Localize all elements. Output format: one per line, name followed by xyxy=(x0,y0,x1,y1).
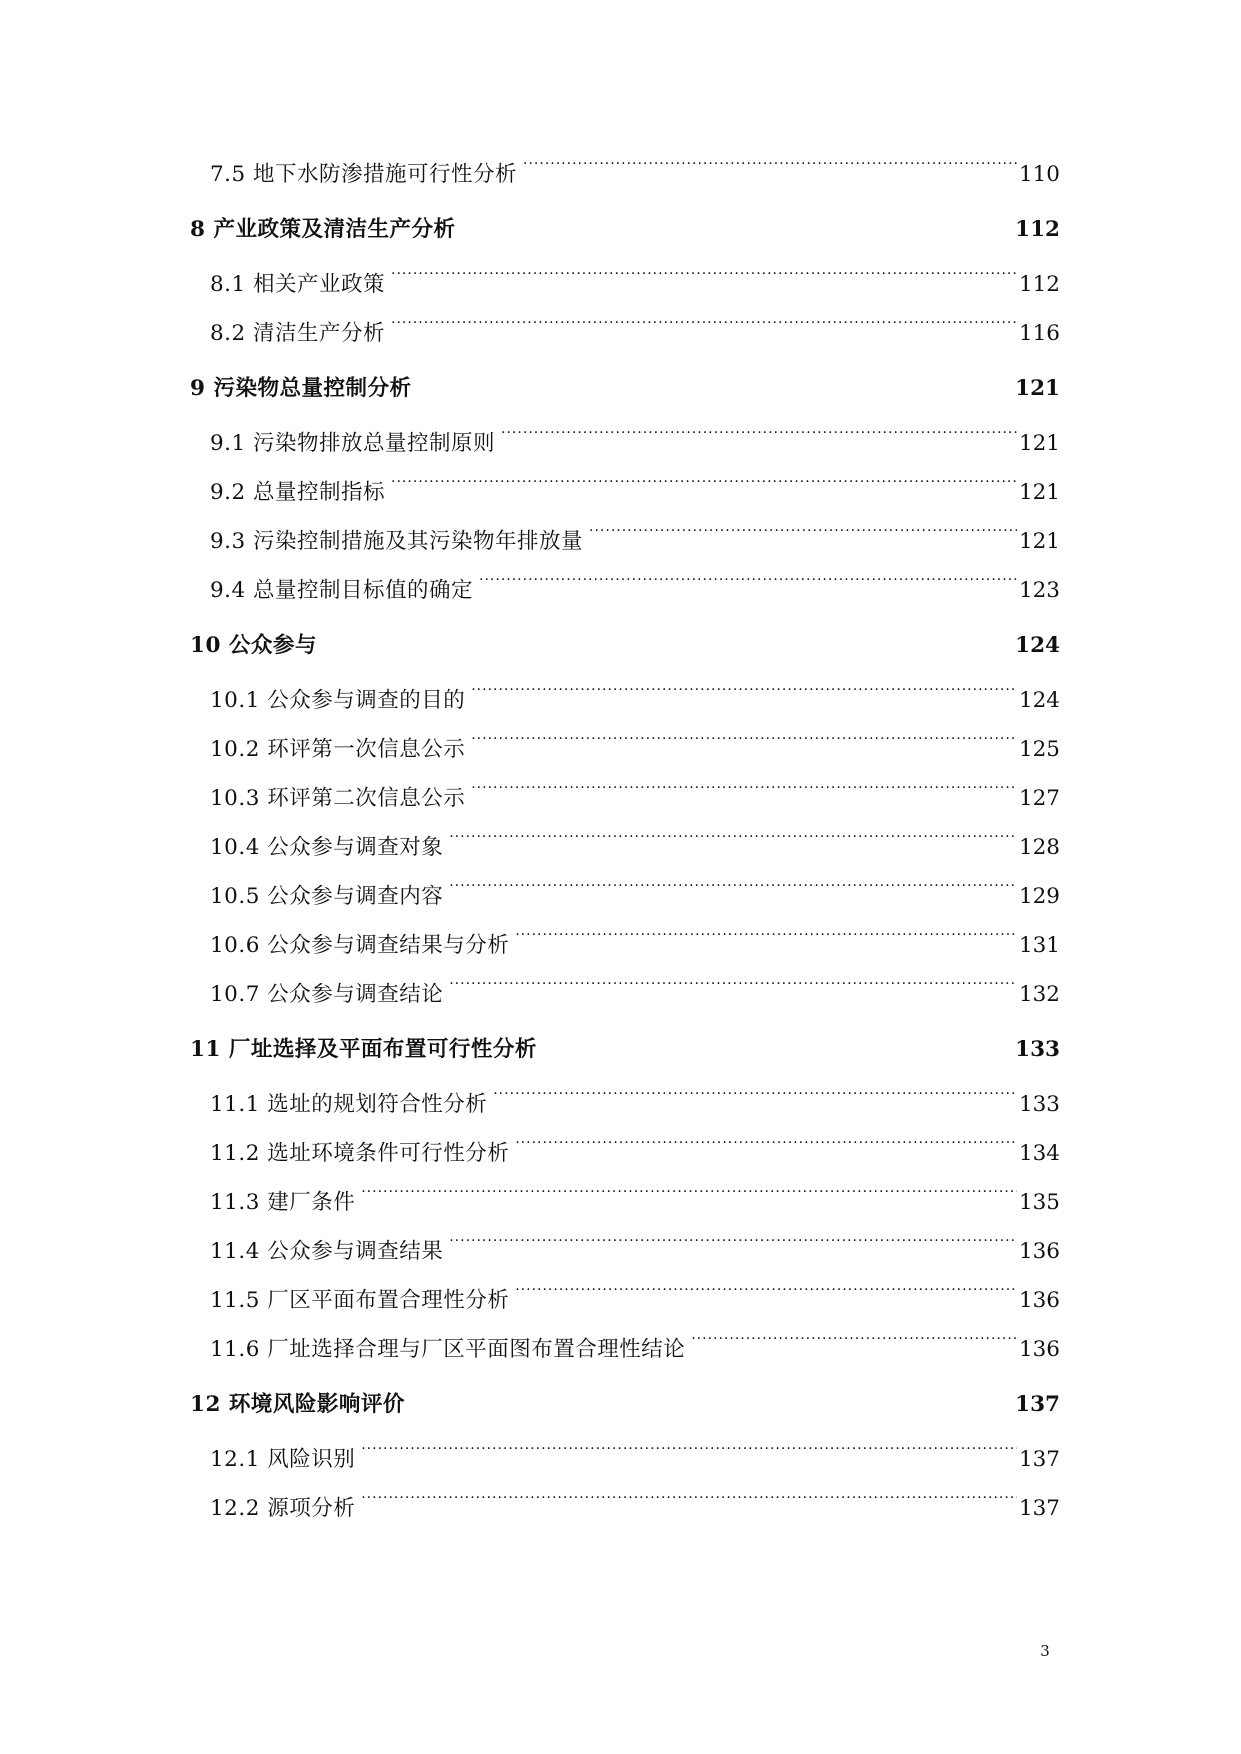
toc-section-entry[interactable] xyxy=(190,260,1060,309)
toc-entry-title: 10.4 公众参与调查对象 xyxy=(210,835,444,860)
toc-section-entry[interactable] xyxy=(190,1129,1060,1178)
toc-entry-title: 11.6 厂址选择合理与厂区平面图布置合理性结论 xyxy=(210,1337,686,1362)
toc-dot-leader xyxy=(515,1286,1017,1308)
toc-entry-page: 137 xyxy=(1018,1447,1060,1472)
toc-section-entry[interactable] xyxy=(190,566,1060,615)
toc-dot-leader xyxy=(543,1035,1013,1057)
toc-chapter-entry[interactable] xyxy=(190,1019,1060,1080)
toc-entry-page: 112 xyxy=(1018,272,1060,297)
toc-entry-title: 10 公众参与 xyxy=(190,633,317,658)
toc-chapter-entry[interactable] xyxy=(190,1374,1060,1435)
toc-entry-title: 11 厂址选择及平面布置可行性分析 xyxy=(190,1037,537,1062)
toc-entry-title: 11.1 选址的规划符合性分析 xyxy=(210,1092,488,1117)
toc-dot-leader xyxy=(515,931,1017,953)
toc-dot-leader xyxy=(449,882,1017,904)
toc-chapter-entry[interactable] xyxy=(190,358,1060,419)
toc-section-entry[interactable] xyxy=(190,970,1060,1019)
toc-entry-title: 9 污染物总量控制分析 xyxy=(190,376,412,401)
toc-dot-leader xyxy=(361,1188,1017,1210)
toc-dot-leader xyxy=(471,784,1017,806)
toc-section-entry[interactable] xyxy=(190,517,1060,566)
toc-section-entry[interactable] xyxy=(190,823,1060,872)
toc-dot-leader xyxy=(523,160,1017,182)
toc-entry-title: 10.6 公众参与调查结果与分析 xyxy=(210,933,510,958)
toc-dot-leader xyxy=(411,1390,1013,1412)
toc-entry-page: 131 xyxy=(1018,933,1060,958)
toc-section-entry[interactable] xyxy=(190,468,1060,517)
toc-entry-page: 125 xyxy=(1018,737,1060,762)
toc-dot-leader xyxy=(361,1445,1017,1467)
toc-dot-leader xyxy=(449,980,1017,1002)
toc-entry-title: 11.2 选址环境条件可行性分析 xyxy=(210,1141,510,1166)
toc-entry-title: 10.3 环评第二次信息公示 xyxy=(210,786,466,811)
toc-section-entry[interactable] xyxy=(190,1276,1060,1325)
toc-dot-leader xyxy=(323,631,1013,653)
toc-entry-page: 134 xyxy=(1018,1141,1060,1166)
toc-entry-page: 121 xyxy=(1018,529,1060,554)
toc-entry-page: 121 xyxy=(1018,431,1060,456)
toc-section-entry[interactable] xyxy=(190,774,1060,823)
toc-section-entry[interactable] xyxy=(190,1325,1060,1374)
toc-entry-title: 9.2 总量控制指标 xyxy=(210,480,386,505)
toc-dot-leader xyxy=(589,527,1017,549)
toc-dot-leader xyxy=(501,429,1017,451)
toc-chapter-entry[interactable] xyxy=(190,199,1060,260)
toc-entry-title: 9.3 污染控制措施及其污染物年排放量 xyxy=(210,529,584,554)
toc-section-entry[interactable] xyxy=(190,1178,1060,1227)
toc-section-entry[interactable] xyxy=(190,1484,1060,1533)
toc-entry-page: 137 xyxy=(1015,1392,1060,1417)
toc-entry-page: 116 xyxy=(1018,321,1060,346)
toc-dot-leader xyxy=(417,374,1013,396)
toc-entry-page: 127 xyxy=(1018,786,1060,811)
toc-entry-title: 9.4 总量控制目标值的确定 xyxy=(210,578,474,603)
toc-dot-leader xyxy=(493,1090,1017,1112)
toc-entry-page: 133 xyxy=(1015,1037,1060,1062)
toc-entry-page: 112 xyxy=(1015,217,1060,242)
toc-entry-title: 9.1 污染物排放总量控制原则 xyxy=(210,431,496,456)
toc-dot-leader xyxy=(471,735,1017,757)
toc-section-entry[interactable] xyxy=(190,1435,1060,1484)
toc-section-entry[interactable] xyxy=(190,419,1060,468)
toc-dot-leader xyxy=(691,1335,1017,1357)
toc-section-entry[interactable] xyxy=(190,1080,1060,1129)
toc-entry-title: 8.2 清洁生产分析 xyxy=(210,321,386,346)
toc-entry-title: 12.2 源项分析 xyxy=(210,1496,356,1521)
toc-entry-page: 132 xyxy=(1018,982,1060,1007)
toc-section-entry[interactable] xyxy=(190,1227,1060,1276)
toc-entry-page: 124 xyxy=(1015,633,1060,658)
toc-dot-leader xyxy=(391,270,1017,292)
toc-entry-page: 133 xyxy=(1018,1092,1060,1117)
toc-section-entry[interactable] xyxy=(190,872,1060,921)
toc-section-entry[interactable] xyxy=(190,309,1060,358)
toc-dot-leader xyxy=(515,1139,1017,1161)
toc-entry-page: 128 xyxy=(1018,835,1060,860)
toc-chapter-entry[interactable] xyxy=(190,615,1060,676)
toc-section-entry[interactable] xyxy=(190,676,1060,725)
toc-entry-title: 12 环境风险影响评价 xyxy=(190,1392,405,1417)
toc-entry-title: 10.2 环评第一次信息公示 xyxy=(210,737,466,762)
toc-entry-page: 129 xyxy=(1018,884,1060,909)
toc-entry-title: 8.1 相关产业政策 xyxy=(210,272,386,297)
toc-entry-page: 136 xyxy=(1018,1288,1060,1313)
toc-entry-title: 8 产业政策及清洁生产分析 xyxy=(190,217,456,242)
toc-entry-page: 136 xyxy=(1018,1239,1060,1264)
toc-section-entry[interactable] xyxy=(190,150,1060,199)
toc-dot-leader xyxy=(449,1237,1017,1259)
toc-dot-leader xyxy=(361,1494,1017,1516)
toc-entry-page: 110 xyxy=(1018,162,1060,187)
toc-dot-leader xyxy=(461,215,1013,237)
toc-entry-title: 7.5 地下水防渗措施可行性分析 xyxy=(210,162,518,187)
page-number: 3 xyxy=(1040,1642,1050,1660)
table-of-contents xyxy=(190,150,1060,1533)
toc-entry-title: 12.1 风险识别 xyxy=(210,1447,356,1472)
toc-entry-page: 121 xyxy=(1015,376,1060,401)
toc-entry-page: 121 xyxy=(1018,480,1060,505)
toc-entry-title: 10.1 公众参与调查的目的 xyxy=(210,688,466,713)
toc-dot-leader xyxy=(391,319,1017,341)
toc-entry-page: 123 xyxy=(1018,578,1060,603)
toc-dot-leader xyxy=(391,478,1017,500)
toc-dot-leader xyxy=(449,833,1017,855)
toc-entry-title: 11.4 公众参与调查结果 xyxy=(210,1239,444,1264)
toc-entry-page: 136 xyxy=(1018,1337,1060,1362)
toc-entry-title: 11.5 厂区平面布置合理性分析 xyxy=(210,1288,510,1313)
toc-entry-title: 10.5 公众参与调查内容 xyxy=(210,884,444,909)
toc-entry-page: 124 xyxy=(1018,688,1060,713)
toc-entry-page: 137 xyxy=(1018,1496,1060,1521)
toc-entry-title: 10.7 公众参与调查结论 xyxy=(210,982,444,1007)
toc-section-entry[interactable] xyxy=(190,725,1060,774)
toc-section-entry[interactable] xyxy=(190,921,1060,970)
toc-dot-leader xyxy=(471,686,1017,708)
toc-entry-title: 11.3 建厂条件 xyxy=(210,1190,356,1215)
toc-dot-leader xyxy=(479,576,1017,598)
toc-entry-page: 135 xyxy=(1018,1190,1060,1215)
